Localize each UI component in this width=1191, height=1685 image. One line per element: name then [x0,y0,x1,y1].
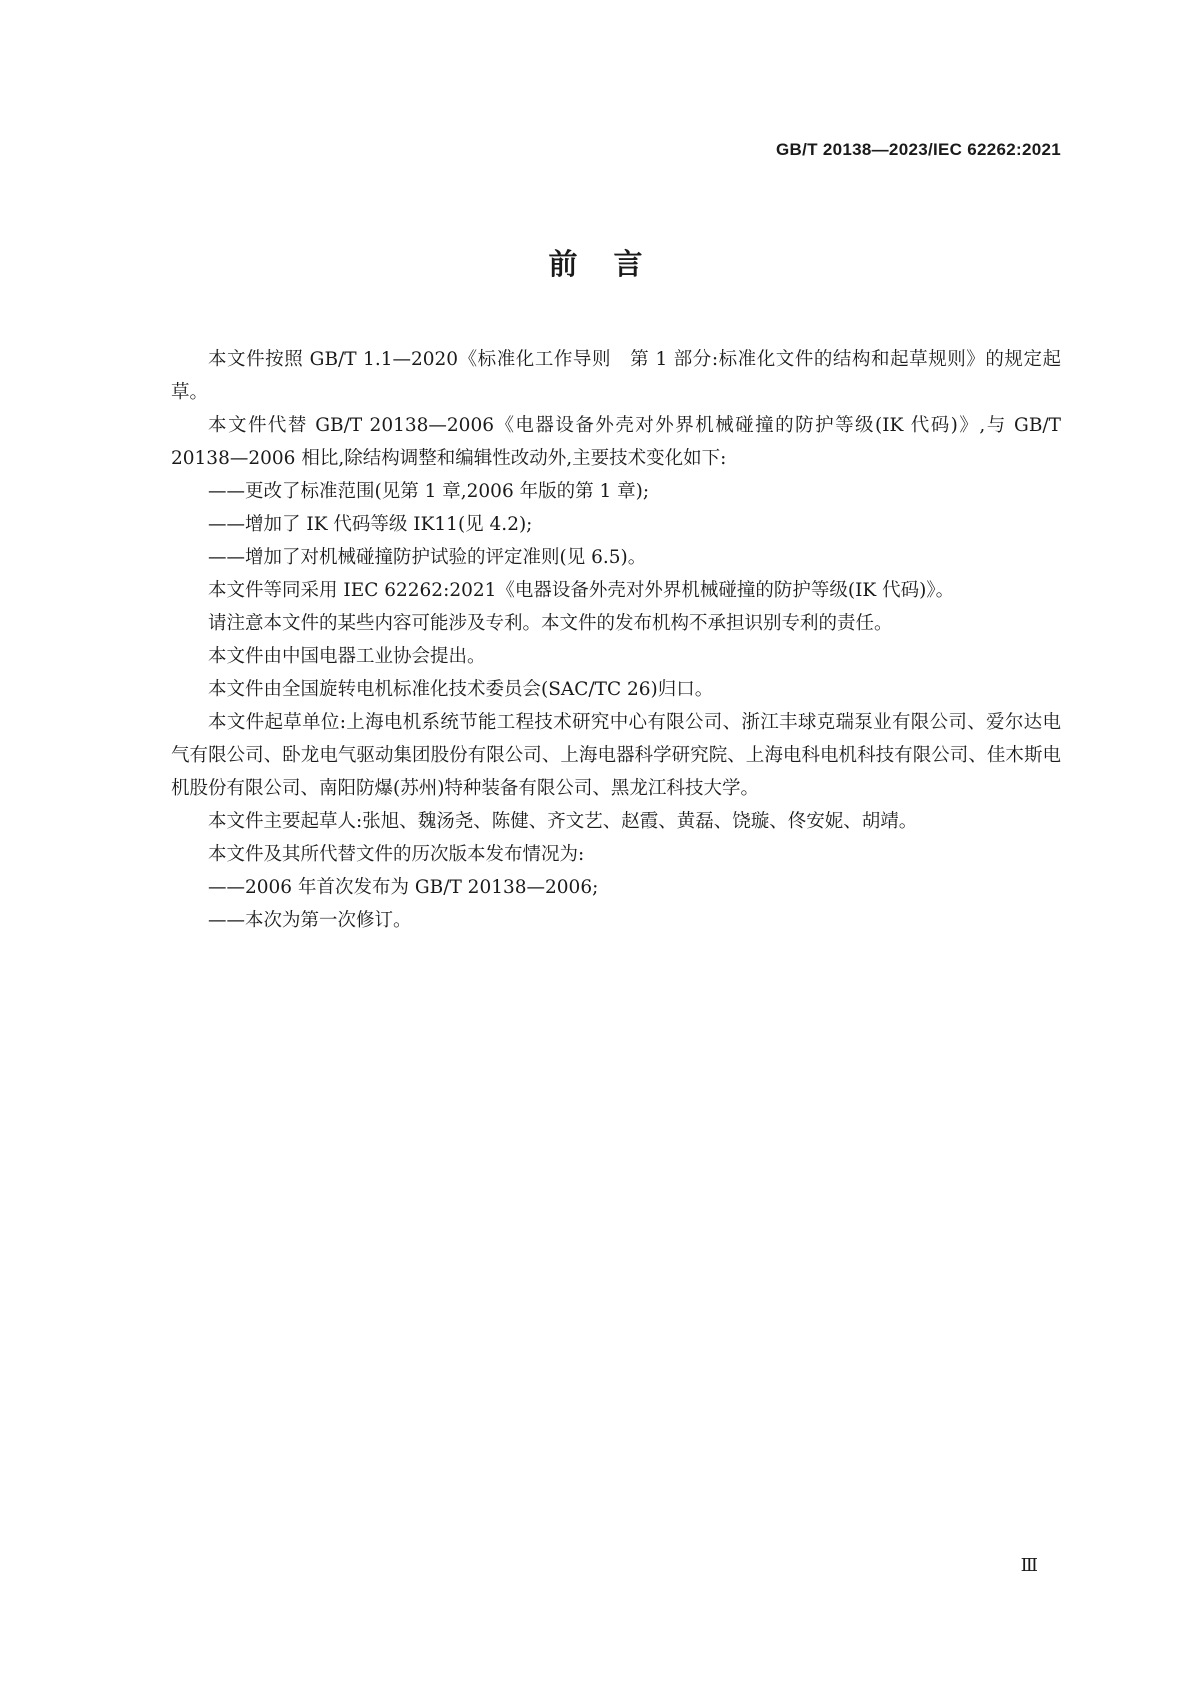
page-number: Ⅲ [1020,1555,1038,1576]
change-item-criteria: ——增加了对机械碰撞防护试验的评定准则(见 6.5)。 [208,547,647,568]
change-item-ik11: ——增加了 IK 代码等级 IK11(见 4.2); [208,514,533,535]
paragraph-drafters: 本文件主要起草人:张旭、魏汤尧、陈健、齐文艺、赵霞、黄磊、饶璇、佟安妮、胡靖。 [208,811,918,832]
paragraph-technical-committee: 本文件由全国旋转电机标准化技术委员会(SAC/TC 26)归口。 [208,679,714,700]
paragraph-replaces: 本文件代替 GB/T 20138—2006《电器设备外壳对外界机械碰撞的防护等级(IK 代码)》,与 GB/T 20138—2006 相比,除结构调整和编辑性改动外,主要技术变化如下: [171,415,1061,469]
history-item-first-edition: ——2006 年首次发布为 GB/T 20138—2006; [208,877,599,898]
paragraph-drafting-units: 本文件起草单位:上海电机系统节能工程技术研究中心有限公司、浙江丰球克瑞泵业有限公司、爱尔达电气有限公司、卧龙电气驱动集团股份有限公司、上海电器科学研究院、上海电科电机科技有限公司、佳木斯电机股份有限公司、南阳防爆(苏州)特种装备有限公司、黑龙江科技大学。 [171,712,1061,799]
paragraph-adoption: 本文件等同采用 IEC 62262:2021《电器设备外壳对外界机械碰撞的防护等级(IK 代码)》。 [208,580,955,601]
change-item-scope: ——更改了标准范围(见第 1 章,2006 年版的第 1 章); [208,481,650,502]
foreword-body [171,343,1061,937]
page-title: 前言 [548,247,679,281]
paragraph-patent-notice: 请注意本文件的某些内容可能涉及专利。本文件的发布机构不承担识别专利的责任。 [208,613,893,634]
paragraph-drafting-rules: 本文件按照 GB/T 1.1—2020《标准化工作导则 第 1 部分:标准化文件的结构和起草规则》的规定起草。 [171,349,1061,403]
paragraph-proposer: 本文件由中国电器工业协会提出。 [208,646,486,667]
standard-code: GB/T 20138—2023/IEC 62262:2021 [776,140,1061,159]
history-item-revision: ——本次为第一次修订。 [208,910,412,931]
paragraph-history-intro: 本文件及其所代替文件的历次版本发布情况为: [208,844,585,865]
